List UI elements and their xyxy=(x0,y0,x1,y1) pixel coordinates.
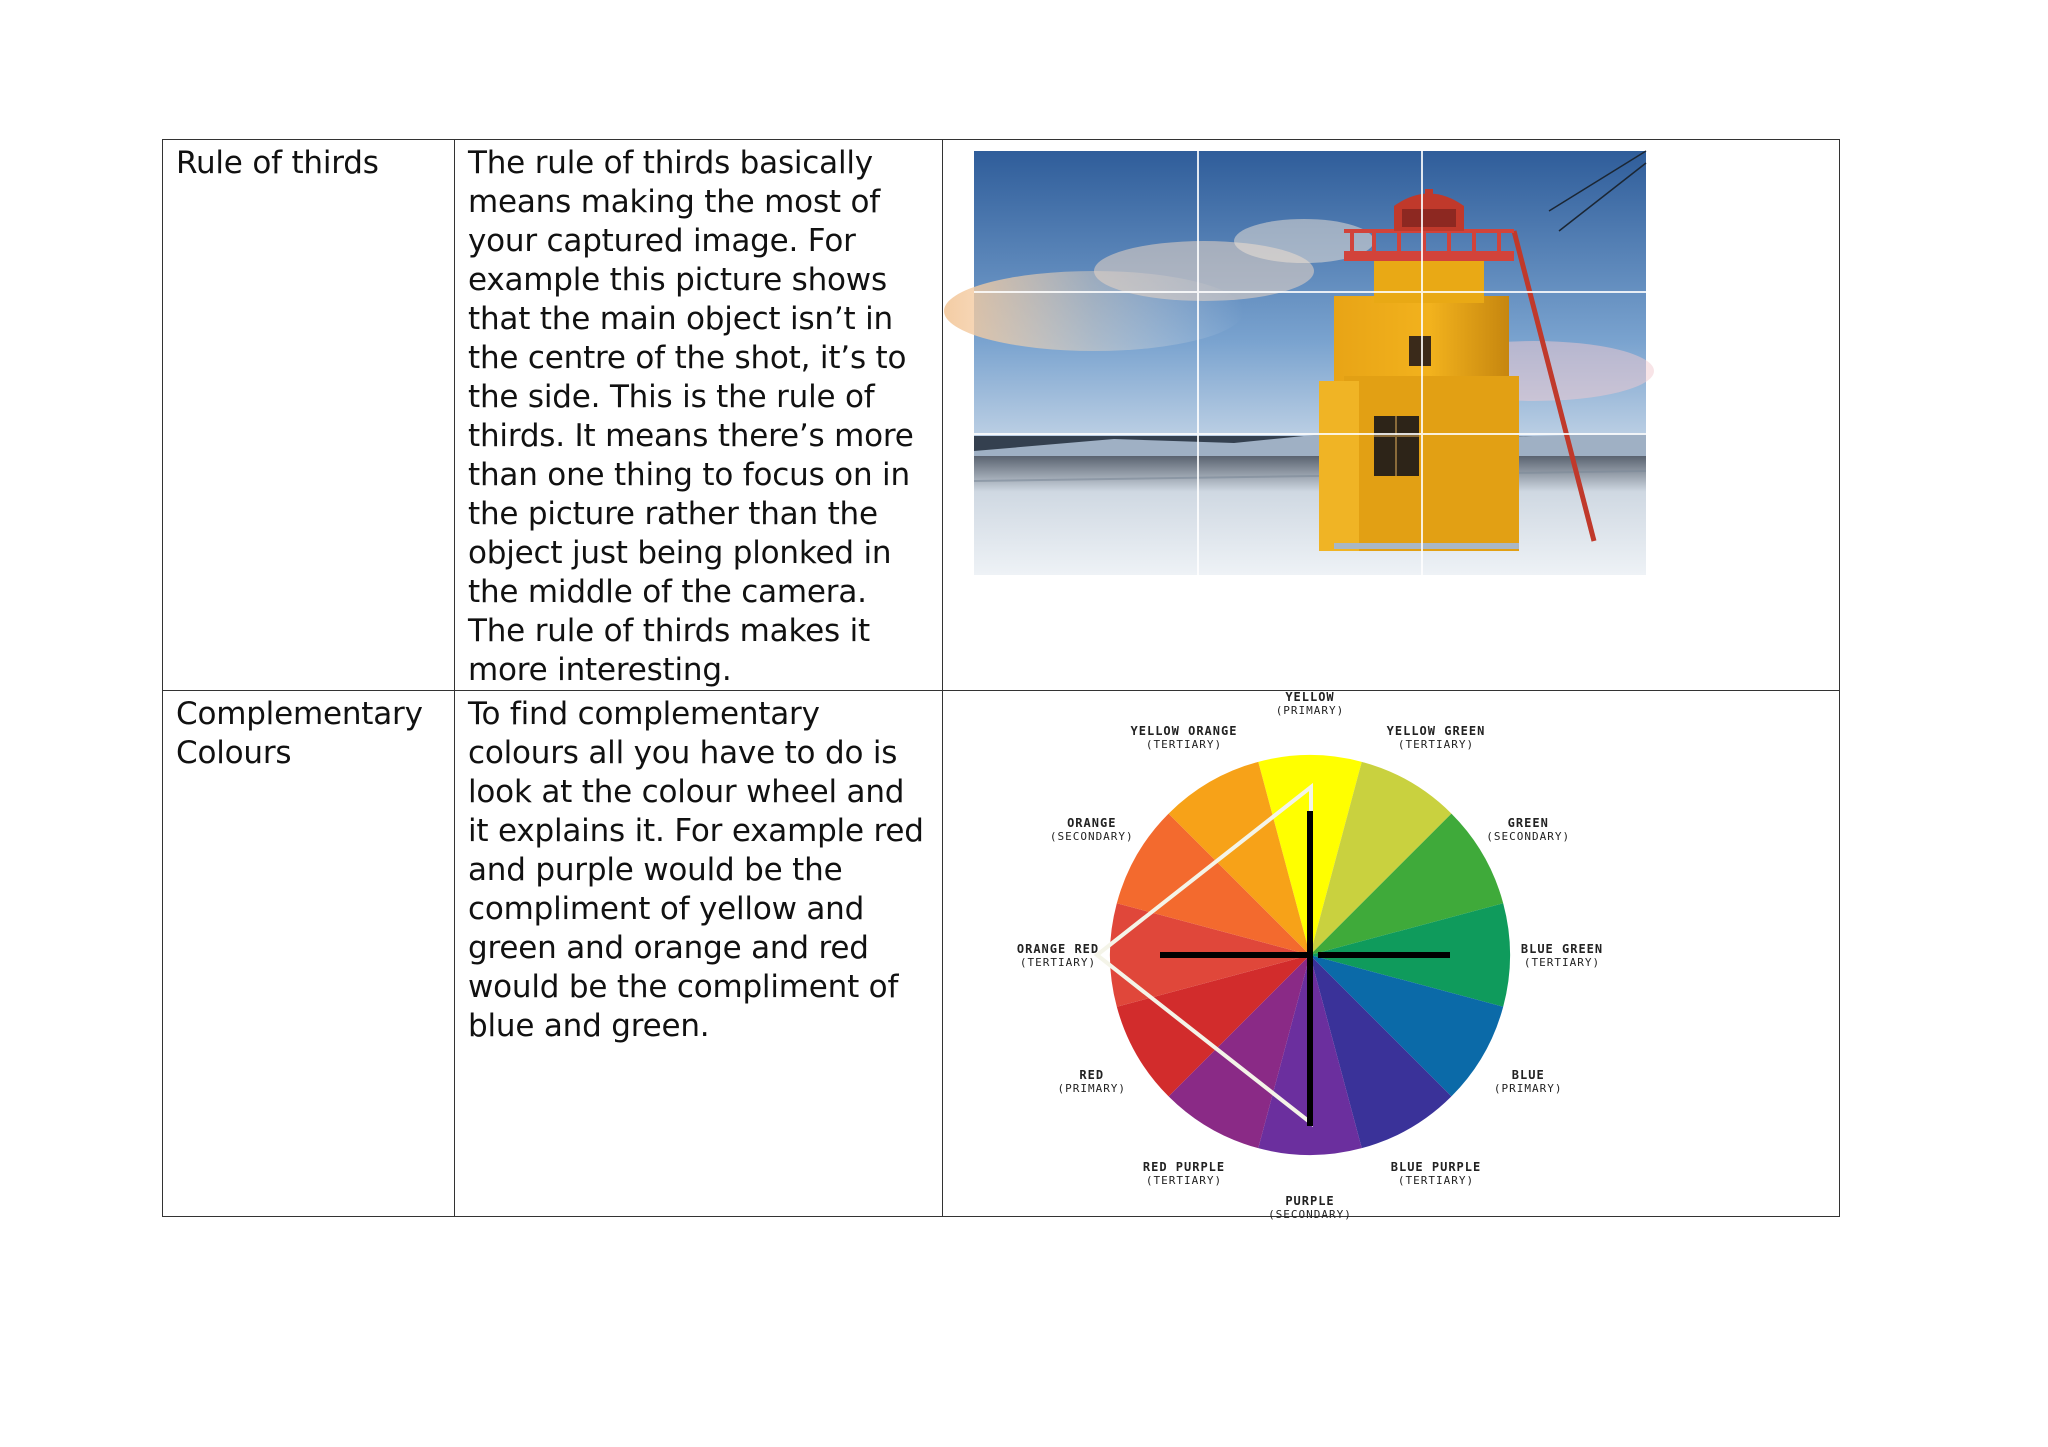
wheel-label-name: YELLOW GREEN xyxy=(1386,723,1486,738)
image-cell xyxy=(943,140,1840,691)
lighthouse-photo xyxy=(974,151,1646,575)
term-rule-of-thirds: Rule of thirds xyxy=(176,145,379,181)
description-cell xyxy=(455,691,943,1217)
wheel-label-name: PURPLE xyxy=(1285,1194,1335,1208)
wheel-label-name: BLUE xyxy=(1511,1068,1545,1082)
content-table xyxy=(162,139,1840,1221)
wheel-label-type: (SECONDARY) xyxy=(1268,1208,1352,1221)
image-cell xyxy=(943,690,1840,1221)
wheel-label-name: RED PURPLE xyxy=(1142,1160,1226,1175)
wheel-label-type: (SECONDARY) xyxy=(1049,830,1134,843)
wheel-label-name: GREEN xyxy=(1507,816,1549,830)
description-complementary-colours: To find complementary colours all you have to do is look at the colour wheel and it explains it. For example red and purple would be the compliment of yellow and green and orange and red would be the compliment of blue and green. xyxy=(468,696,924,1044)
term-line: Complementary xyxy=(176,696,423,732)
wheel-label-name: RED xyxy=(1079,1068,1105,1082)
term-line: Colours xyxy=(176,735,292,771)
wheel-label-type: (TERTIARY) xyxy=(1397,737,1475,751)
wheel-label-type: (TERTIARY) xyxy=(1019,956,1097,969)
wheel-label-type: (PRIMARY) xyxy=(1493,1082,1563,1095)
wheel-label-type: (TERTIARY) xyxy=(1145,1174,1223,1188)
description-rule-of-thirds: The rule of thirds basically means making the most of your captured image. For example this picture shows that the main object isn’t in the centre of the shot, it’s to the side. This is the rule of thirds. It means there’s more than one thing to focus on in the picture rather than the object just being plonked in the middle of the camera. The rule of thirds makes it more interesting. xyxy=(468,145,914,688)
table-row xyxy=(163,691,1840,1217)
wheel-label-name: ORANGE RED xyxy=(1016,942,1100,956)
wheel-label-name: YELLOW ORANGE xyxy=(1130,723,1238,738)
wheel-label-name: BLUE PURPLE xyxy=(1390,1160,1482,1175)
table-row xyxy=(163,140,1840,691)
term-complementary-colours xyxy=(163,691,454,773)
wheel-label-type: (TERTIARY) xyxy=(1523,956,1601,969)
wheel-label-name: ORANGE xyxy=(1067,816,1117,830)
wheel-label-type: (PRIMARY) xyxy=(1275,704,1345,717)
term-cell xyxy=(163,691,455,1217)
wheel-label-name: BLUE GREEN xyxy=(1520,942,1604,956)
wheel-label-type: (TERTIARY) xyxy=(1397,1174,1475,1188)
term-cell xyxy=(163,140,455,691)
wheel-label-type: (PRIMARY) xyxy=(1057,1082,1127,1095)
color-wheel-diagram xyxy=(980,690,1620,1221)
description-cell xyxy=(455,140,943,691)
wheel-label-name: YELLOW xyxy=(1285,690,1335,704)
wheel-label-type: (TERTIARY) xyxy=(1145,737,1223,751)
wheel-label-type: (SECONDARY) xyxy=(1486,830,1571,843)
